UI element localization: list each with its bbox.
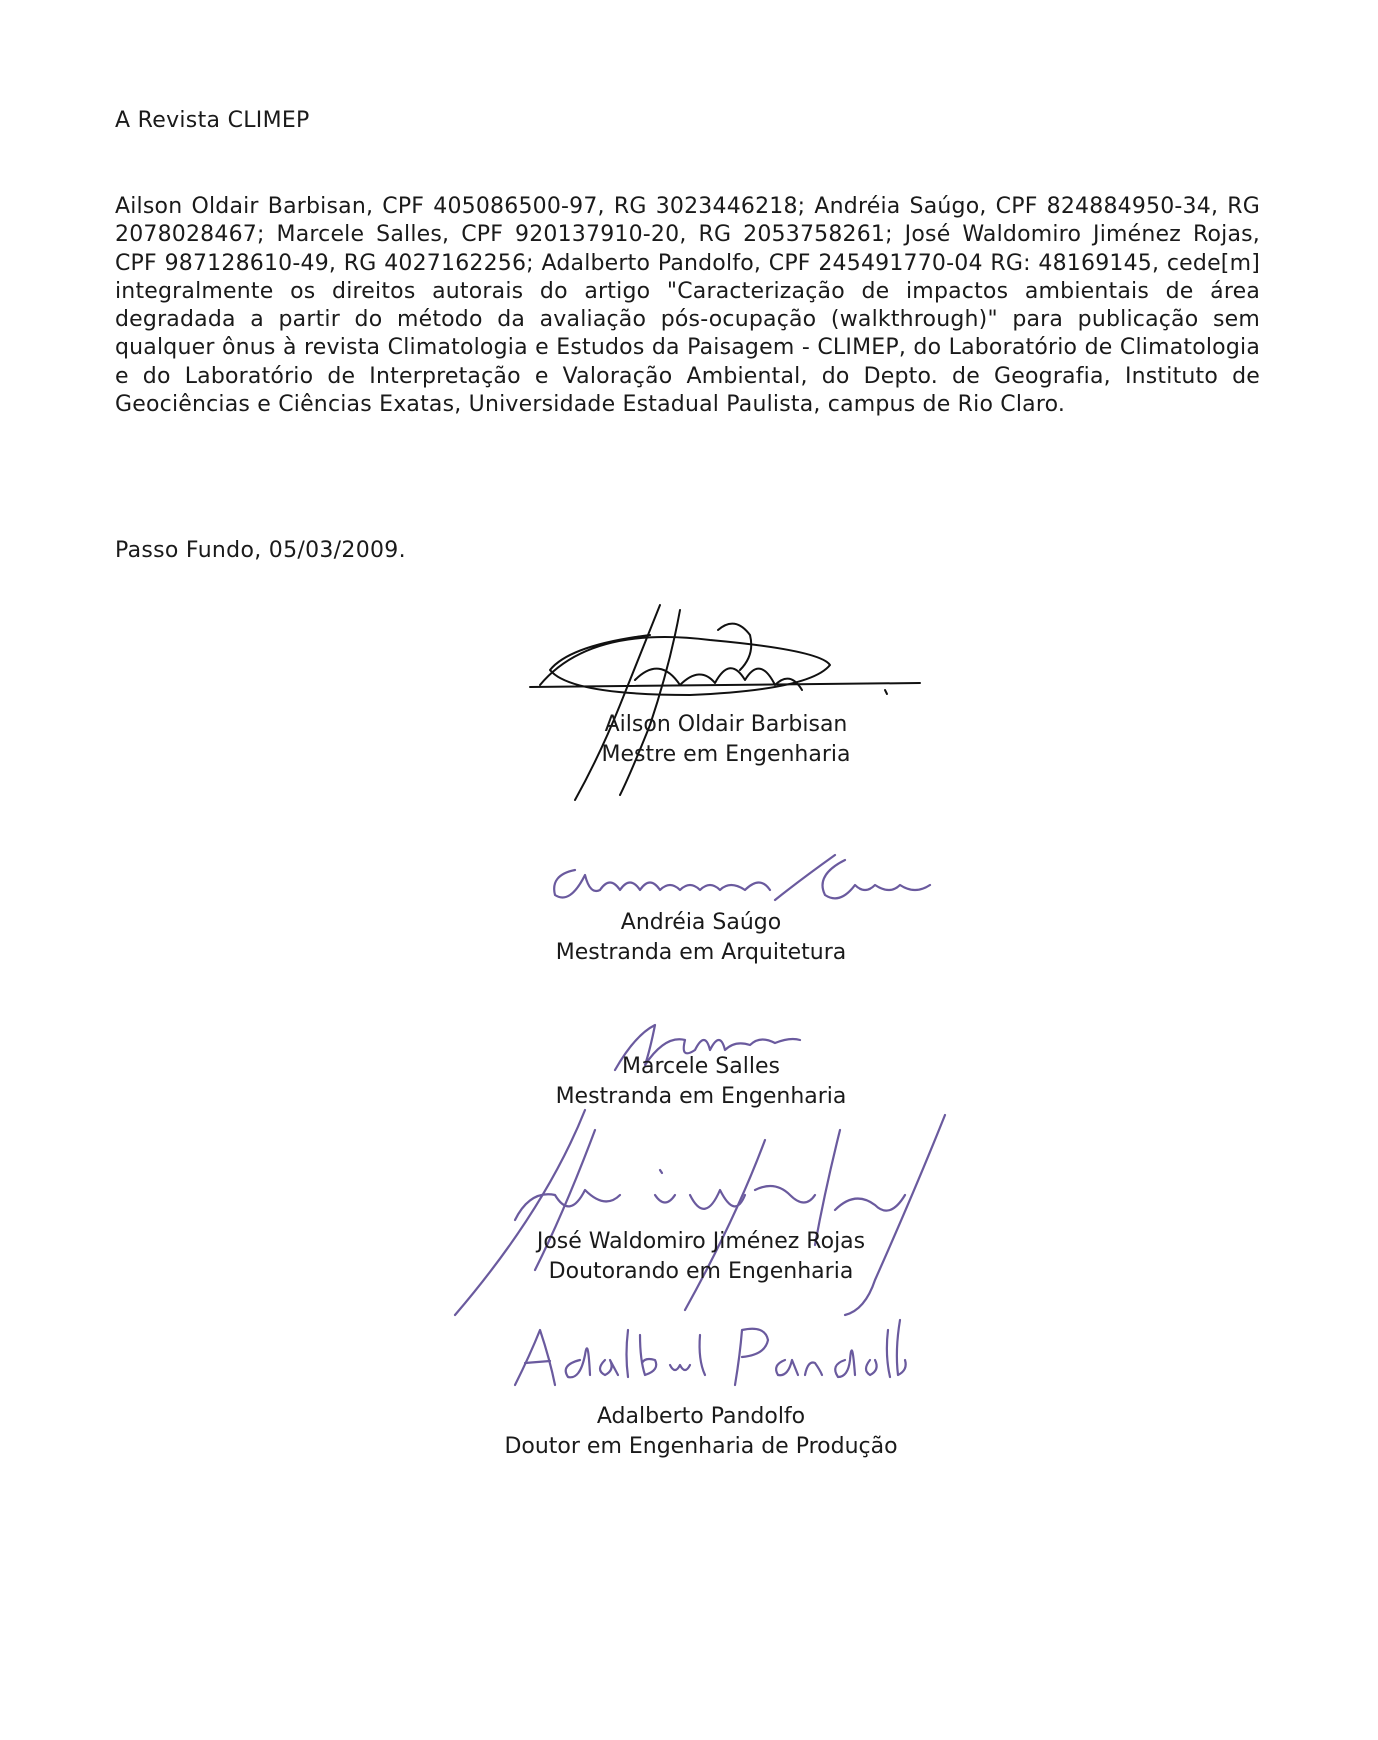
signatory-title: Doutorando em Engenharia bbox=[548, 1259, 854, 1284]
signatory-name: Ailson Oldair Barbisan bbox=[604, 712, 848, 737]
place-date: Passo Fundo, 05/03/2009. bbox=[115, 538, 406, 563]
signatory-title: Mestre em Engenharia bbox=[601, 742, 851, 767]
signatory-name: José Waldomiro Jiménez Rojas bbox=[536, 1229, 866, 1254]
signature-andreia bbox=[545, 845, 945, 915]
letter-body: Ailson Oldair Barbisan, CPF 405086500-97, RG 3023446218; Andréia Saúgo, CPF 824884950-34, RG 2078028467; Marcele Salles, CPF 920137910-20, RG 2053758261; José Waldomiro Jiménez Rojas, CPF 987128610-49, RG 4027162256; Adalberto Pandolfo, CPF 245491770-04 RG: 48169145, cede[m] integralmente os direitos autorais do artigo "Caracterização de impactos ambientais de área degradada a partir do método da avaliação pós-ocupação (walkthrough)" para publicação sem qualquer ônus à revista Climatologia e Estudos da Paisagem - CLIMEP, do Laboratório de Climatologia e do Laboratório de Interpretação e Valoração Ambiental, do Depto. de Geografia, Instituto de Geociências e Ciências Exatas, Universidade Estadual Paulista, campus de Rio Claro. bbox=[115, 194, 1260, 418]
signatory-name: Adalberto Pandolfo bbox=[596, 1404, 806, 1429]
addressee: A Revista CLIMEP bbox=[115, 108, 310, 133]
signatory-title: Doutor em Engenharia de Produção bbox=[504, 1434, 898, 1459]
signatory-title: Mestranda em Engenharia bbox=[555, 1084, 847, 1109]
signatory-name: Andréia Saúgo bbox=[620, 910, 782, 935]
signatory-5 bbox=[441, 1402, 961, 1462]
signatory-4 bbox=[441, 1227, 961, 1287]
signature-adalberto bbox=[510, 1315, 910, 1395]
signatory-1 bbox=[466, 710, 986, 770]
signatory-name: Marcele Salles bbox=[622, 1054, 780, 1079]
signature-ailson bbox=[530, 595, 930, 815]
signatory-2 bbox=[441, 908, 961, 968]
signatory-title: Mestranda em Arquitetura bbox=[555, 940, 847, 965]
